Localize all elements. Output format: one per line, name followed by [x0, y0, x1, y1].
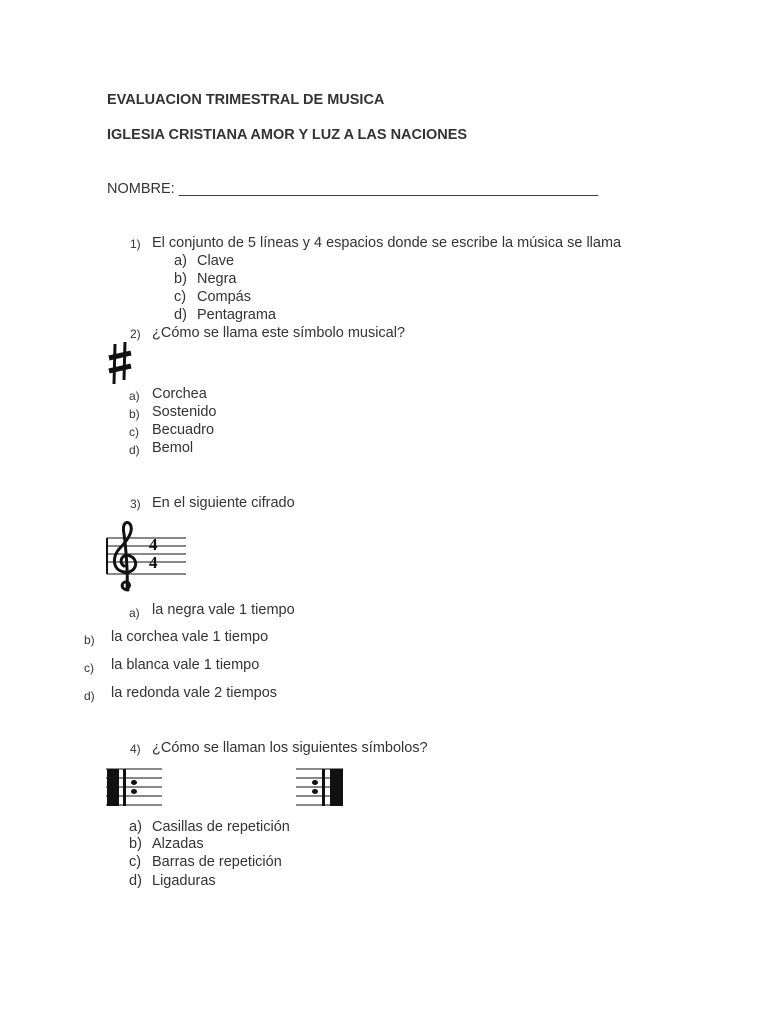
q3-option-a-text: la negra vale 1 tiempo	[152, 602, 295, 618]
name-field-label: NOMBRE: ____________________________________________________	[107, 181, 599, 197]
q4-option-c-text: Barras de repetición	[152, 854, 282, 870]
q4-option-d-text: Ligaduras	[152, 873, 216, 889]
q3-option-b-text: la corchea vale 1 tiempo	[111, 629, 269, 645]
q1-option-b-text: Negra	[197, 271, 237, 287]
question-1-number: 1)	[130, 237, 141, 251]
treble-clef-4-4-icon	[104, 518, 190, 594]
question-3-text: En el siguiente cifrado	[152, 495, 295, 511]
q3-option-b-marker: b)	[84, 633, 95, 647]
page-subtitle: IGLESIA CRISTIANA AMOR Y LUZ A LAS NACIONES	[107, 127, 468, 143]
q2-option-a-text: Corchea	[152, 386, 207, 402]
q3-option-a-marker: a)	[129, 606, 140, 620]
question-2-number: 2)	[130, 327, 141, 341]
q1-option-d-marker: d)	[174, 307, 187, 323]
q3-option-c-marker: c)	[84, 661, 94, 675]
q3-option-d-marker: d)	[84, 689, 95, 703]
q4-option-b-marker: b)	[129, 836, 142, 852]
q1-option-c-text: Compás	[197, 289, 251, 305]
sharp-symbol-icon	[106, 340, 136, 386]
q2-option-d-text: Bemol	[152, 440, 194, 456]
q2-option-c-marker: c)	[129, 425, 139, 439]
q2-option-a-marker: a)	[129, 389, 140, 403]
page-title: EVALUACION TRIMESTRAL DE MUSICA	[107, 92, 385, 108]
q2-option-c-text: Becuadro	[152, 422, 215, 438]
q1-option-a-text: Clave	[197, 253, 235, 269]
question-2-text: ¿Cómo se llama este símbolo musical?	[152, 325, 406, 341]
time-signature-top: 4	[149, 535, 158, 554]
q4-option-a-marker: a)	[129, 819, 142, 835]
q1-option-b-marker: b)	[174, 271, 187, 287]
q4-option-d-marker: d)	[129, 873, 142, 889]
q1-option-c-marker: c)	[174, 289, 187, 305]
q4-option-c-marker: c)	[129, 854, 142, 870]
question-3-number: 3)	[130, 497, 141, 511]
question-1-text: El conjunto de 5 líneas y 4 espacios donde se escribe la música se llama	[152, 235, 622, 251]
repeat-end-barline-icon	[295, 765, 347, 809]
q4-option-a-text: Casillas de repetición	[152, 819, 290, 835]
q3-option-d-text: la redonda vale 2 tiempos	[111, 685, 278, 701]
time-signature-bottom: 4	[149, 553, 158, 572]
q2-option-b-text: Sostenido	[152, 404, 217, 420]
q1-option-a-marker: a)	[174, 253, 187, 269]
repeat-start-barline-icon	[106, 765, 164, 809]
question-4-text: ¿Cómo se llaman los siguientes símbolos?	[152, 740, 428, 756]
question-4-number: 4)	[130, 742, 141, 756]
q1-option-d-text: Pentagrama	[197, 307, 276, 323]
q3-option-c-text: la blanca vale 1 tiempo	[111, 657, 260, 673]
q2-option-b-marker: b)	[129, 407, 140, 421]
q2-option-d-marker: d)	[129, 443, 140, 457]
q4-option-b-text: Alzadas	[152, 836, 204, 852]
